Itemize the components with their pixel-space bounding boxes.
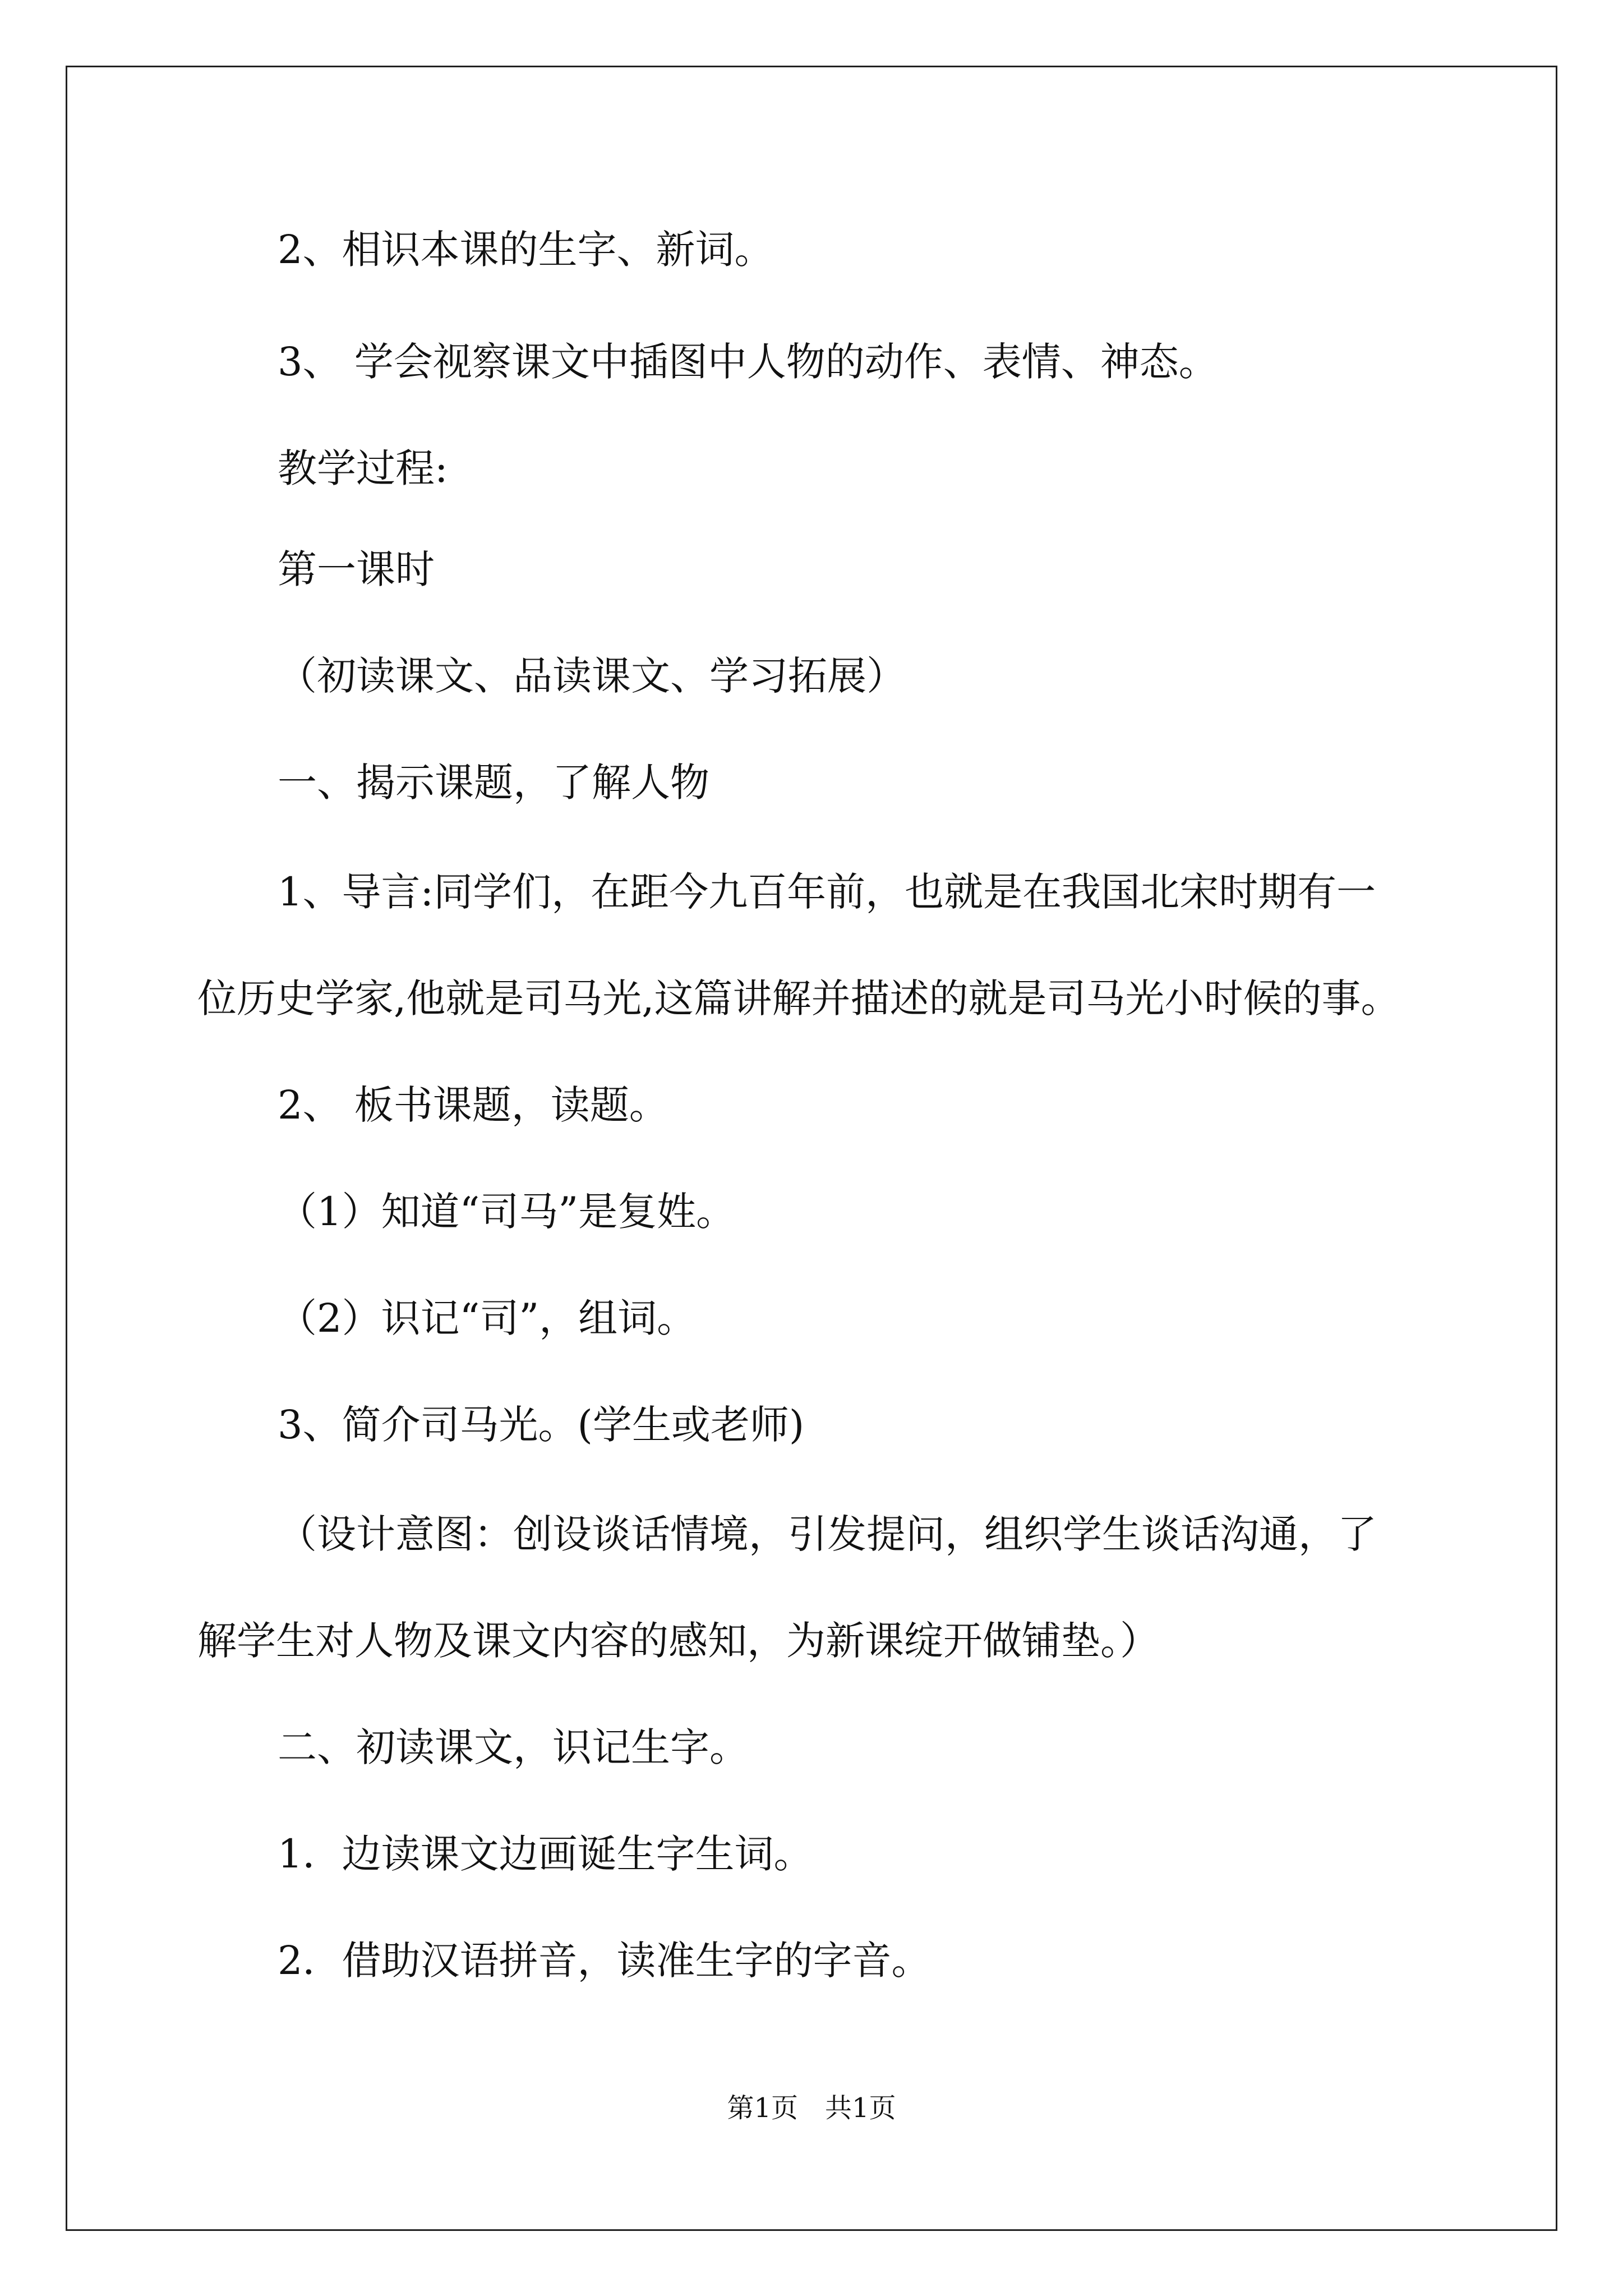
text-line: 3、 学会视察课文中插图中人物的动作、表情、神态。 xyxy=(278,339,1218,385)
text-line: 1、导言:同学们，在距今九百年前，也就是在我国北宋时期有一 xyxy=(278,869,1376,915)
text-line: 位历史学家,他就是司马光,这篇讲解并描述的就是司马光小时候的事。 xyxy=(197,976,1400,1022)
text-line: 3、简介司马光。(学生或老师) xyxy=(278,1402,805,1448)
text-line: 二、初读课文，识记生字。 xyxy=(278,1724,749,1770)
text-line: 2、相识本课的生字、新词。 xyxy=(278,227,774,273)
text-line: 2、 板书课题，读题。 xyxy=(278,1082,668,1128)
text-line: 解学生对人物及课文内容的感知，为新课绽开做铺垫。） xyxy=(197,1618,1159,1664)
text-line: （初读课文、品读课文、学习拓展） xyxy=(278,653,906,699)
text-line: 1．边读课文边画诞生字生词。 xyxy=(278,1831,813,1877)
text-line: （设计意图：创设谈话情境，引发提问，组织学生谈话沟通，了 xyxy=(278,1511,1377,1557)
text-line: 教学过程: xyxy=(278,445,448,491)
text-line: （1）知道“司马”是复姓。 xyxy=(278,1189,736,1235)
text-line: （2）识记“司”，组词。 xyxy=(278,1295,697,1341)
text-line: 第一课时 xyxy=(278,546,435,592)
text-line: 一、揭示课题，了解人物 xyxy=(278,760,709,806)
page-number-footer: 第1页 共1页 xyxy=(727,2092,896,2124)
text-line: 2．借助汉语拼音，读准生字的字音。 xyxy=(278,1938,931,1984)
page-border xyxy=(66,66,1557,2231)
